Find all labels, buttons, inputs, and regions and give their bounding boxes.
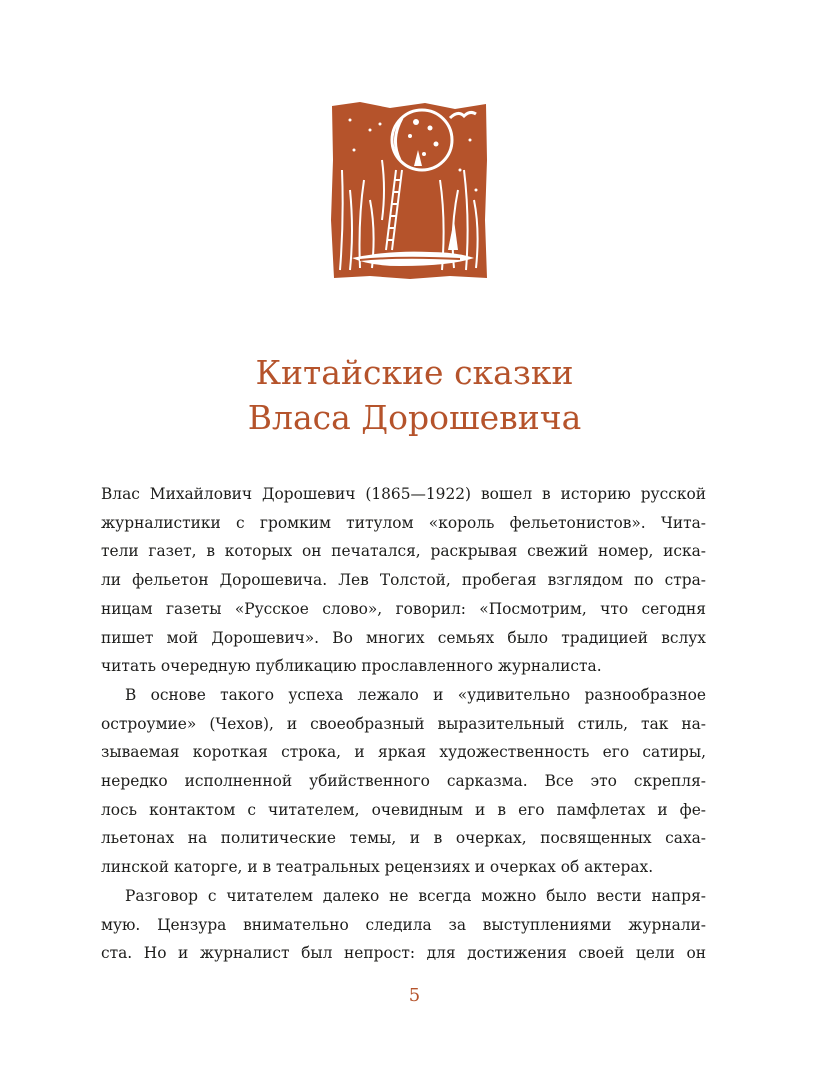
text-line: ницам газеты «Русское слово», говорил: «Посмотрим, что сегодня: [101, 599, 706, 618]
text-line: нередко исполненной убийственного сарказма. Все это скрепля-: [101, 772, 706, 791]
page-number: 5: [408, 985, 421, 1006]
text-line: ли фельетон Дорошевича. Лев Толстой, пробегая взглядом по стра-: [101, 571, 706, 590]
text-line: В основе такого успеха лежало и «удивительно разнообразное: [125, 685, 706, 704]
text-line: тели газет, в которых он печатался, раскрывая свежий номер, иска-: [101, 542, 706, 561]
title-line-1: Китайские сказки: [255, 353, 574, 392]
text-line: Влас Михайлович Дорошевич (1865—1922) вошел в историю русской: [101, 485, 706, 503]
text-line: Разговор с читателем далеко не всегда можно было вести напря-: [125, 886, 706, 905]
text-line: зываемая короткая строка, и яркая художественность его сатиры,: [101, 743, 706, 762]
text-line: остроумие» (Чехов), и своеобразный выразительный стиль, так на-: [101, 714, 706, 733]
text-line: читать очередную публикацию прославленного журналиста.: [101, 657, 602, 676]
text-line: мую. Цензура внимательно следила за выступлениями журнали-: [101, 915, 706, 934]
woodcut-vignette: [330, 100, 488, 280]
body-text: [101, 480, 706, 968]
text-line: линской каторге, и в театральных рецензиях и очерках об актерах.: [101, 858, 654, 877]
page-title: [0, 350, 829, 440]
text-line: льетонах на политические темы, и в очерках, посвященных саха-: [101, 829, 706, 848]
text-line: лось контактом с читателем, очевидным и в его памфлетах и фе-: [101, 800, 706, 819]
woodcut-illustration: [330, 100, 488, 280]
text-line: пишет мой Дорошевич». Во многих семьях было традицией вслух: [101, 628, 706, 647]
text-line: журналистики с громким титулом «король фельетонистов». Чита-: [101, 513, 706, 532]
text-line: ста. Но и журналист был непрост: для достижения своей цели он: [101, 944, 706, 963]
title-line-2: Власа Дорошевича: [247, 398, 582, 437]
